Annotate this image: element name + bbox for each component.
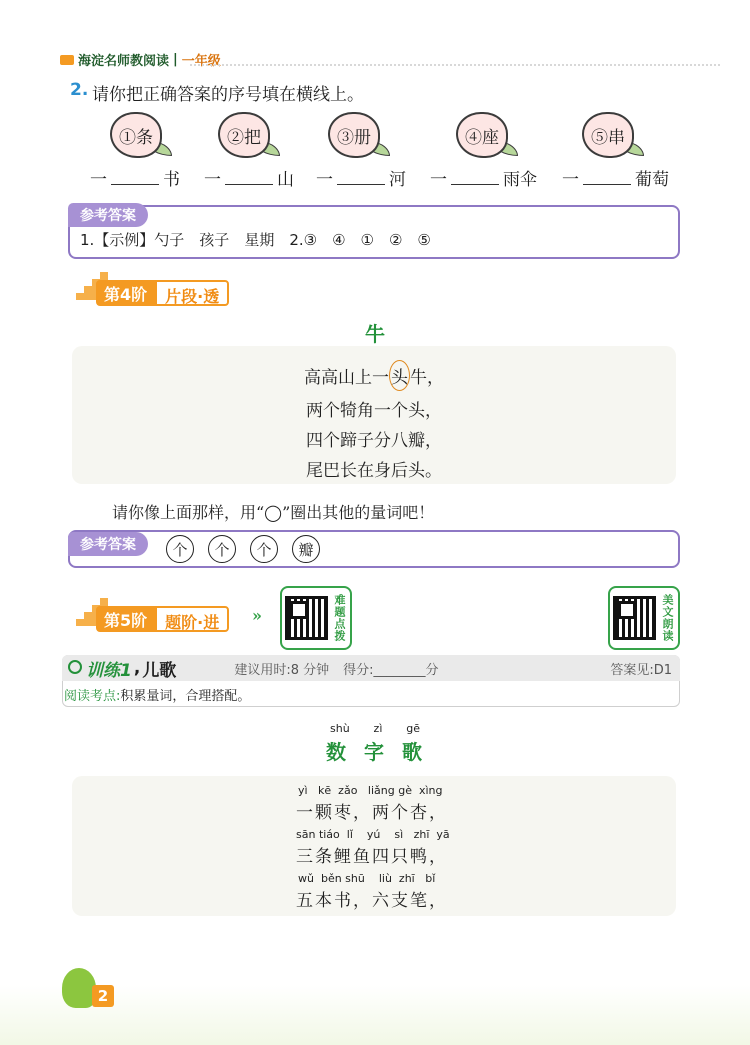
step-number: 第4阶: [96, 280, 155, 306]
blank-suffix: 葡萄: [635, 170, 669, 190]
blank-prefix: 一: [90, 170, 107, 190]
poem2-title: [326, 736, 422, 765]
poem-title: 牛: [365, 322, 385, 346]
title-char: 数: [326, 740, 346, 764]
grade-label: 一年级: [181, 54, 221, 69]
poem-line-2: 两个犄角一个头，: [306, 401, 442, 421]
circle-answer-1: 个: [166, 535, 194, 563]
answer-blank[interactable]: [451, 171, 499, 185]
poem2-line1-pinyin: yì kē zǎo liǎng gè xìng: [298, 784, 443, 797]
header-separator: |: [173, 52, 178, 67]
dinosaur-icon: [62, 968, 96, 1008]
option-peach-1: [110, 112, 172, 164]
qr-card-hints[interactable]: [280, 586, 352, 650]
title-char: 歌: [402, 740, 422, 764]
blank-suffix: 山: [277, 170, 294, 190]
poem2-line-2: 三条鲤鱼四只鸭，: [296, 847, 448, 867]
circle-answer-4: 瓣: [292, 535, 320, 563]
option-peach-2: [218, 112, 280, 164]
header-divider: [190, 64, 720, 66]
answer-blank[interactable]: [225, 171, 273, 185]
blank-item-3: [316, 165, 406, 190]
pinyin: zì: [373, 722, 383, 735]
blank-suffix: 河: [389, 170, 406, 190]
score-field: 得分:________分: [343, 662, 439, 678]
training-comma: ,: [133, 658, 141, 678]
blank-item-4: [430, 165, 537, 190]
target-icon: [68, 660, 82, 674]
qr-card-audio[interactable]: [608, 586, 680, 650]
option-label: ④座: [456, 112, 508, 158]
poem-text: 高高山上一: [304, 368, 389, 388]
blank-suffix: 书: [163, 170, 180, 190]
blank-item-1: [90, 165, 180, 190]
option-label: ⑤串: [582, 112, 634, 158]
step-banner-5: [96, 606, 229, 632]
answer-blank[interactable]: [337, 171, 385, 185]
poem-box: [72, 346, 676, 484]
qr-code-icon[interactable]: [613, 596, 656, 640]
training-header: [62, 655, 680, 681]
circle-answer-2: 个: [208, 535, 236, 563]
poem2-line-3: 五本书，六支笔，: [296, 891, 448, 911]
title-char: 字: [364, 740, 384, 764]
blank-item-5: [562, 165, 669, 190]
option-label: ③册: [328, 112, 380, 158]
step-title: 片段·透: [155, 280, 229, 306]
answer-text: 1.【示例】勺子 孩子 星期 2.③ ④ ① ② ⑤: [80, 231, 431, 249]
blank-prefix: 一: [562, 170, 579, 190]
option-label: ①条: [110, 112, 162, 158]
pinyin: gē: [406, 722, 420, 735]
answer-blank[interactable]: [583, 171, 631, 185]
training-title: 训练1: [86, 660, 132, 681]
step-banner-4: [96, 280, 229, 306]
answer-reference: 答案见:D1: [610, 662, 672, 678]
option-label: ②把: [218, 112, 270, 158]
poem2-title-pinyin: [330, 722, 420, 735]
blank-suffix: 雨伞: [503, 170, 537, 190]
question-text: 请你把正确答案的序号填在横线上。: [92, 85, 364, 105]
answer-box-2: [68, 530, 680, 568]
training-subtitle: 儿歌: [142, 660, 177, 681]
question-number: 2.: [70, 80, 89, 100]
qr-code-icon[interactable]: [285, 596, 328, 640]
instruction-text: 请你像上面那样，用“◯”圈出其他的量词吧！: [112, 503, 435, 522]
poem-text: 牛，: [410, 368, 444, 388]
qr-label: 难题点拨: [333, 594, 346, 642]
circle-answer-3: 个: [250, 535, 278, 563]
answer-blank[interactable]: [111, 171, 159, 185]
header-brand: [60, 50, 221, 69]
poem2-line-1: 一颗枣，两个杏，: [296, 803, 448, 823]
answer-tag: 参考答案: [68, 203, 148, 227]
step-title: 题阶·进: [155, 606, 229, 632]
answer-tag: 参考答案: [68, 532, 148, 556]
arrow-icon: »: [252, 606, 262, 625]
book-icon: [60, 55, 74, 65]
poem2-line3-pinyin: wǔ běn shū liù zhī bǐ: [298, 872, 436, 885]
blank-prefix: 一: [204, 170, 221, 190]
circled-word: 头: [389, 360, 410, 391]
pinyin: shù: [330, 722, 350, 735]
option-peach-4: [456, 112, 518, 164]
reading-points-value: 积累量词，合理搭配。: [120, 689, 251, 704]
qr-label: 美文朗读: [661, 594, 674, 642]
reading-points: [64, 685, 250, 704]
poem-line-3: 四个蹄子分八瓣，: [306, 431, 442, 451]
poem-line-4: 尾巴长在身后头。: [306, 461, 442, 481]
blank-prefix: 一: [430, 170, 447, 190]
step-number: 第5阶: [96, 606, 155, 632]
blank-item-2: [204, 165, 294, 190]
blank-prefix: 一: [316, 170, 333, 190]
reading-points-key: 阅读考点:: [64, 689, 121, 704]
brand-title: 海淀名师教阅读: [78, 54, 170, 69]
option-peach-3: [328, 112, 390, 164]
poem-line-1: [72, 360, 676, 391]
poem2-line2-pinyin: sān tiáo lǐ yú sì zhī yā: [296, 828, 450, 841]
page-number: 2: [92, 985, 114, 1007]
option-peach-5: [582, 112, 644, 164]
suggested-time: 建议用时:8 分钟: [234, 662, 330, 678]
